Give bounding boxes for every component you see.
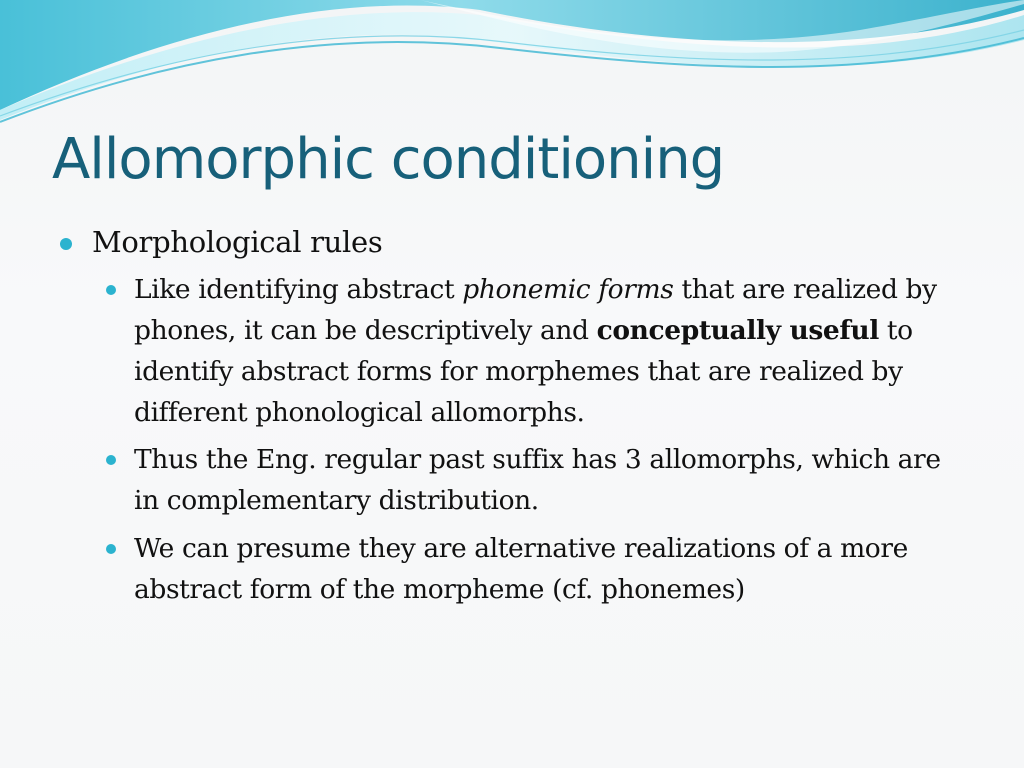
level2-bullet-item bbox=[134, 439, 964, 521]
bullet-text-segment: to identify abstract forms for morphemes that are realized by different phonological allomorphs. bbox=[134, 315, 913, 429]
bullet-text: Thus the Eng. regular past suffix has 3 allomorphs, which are in complementary distribution. bbox=[134, 444, 941, 517]
bullet-italic-text: phonemic forms bbox=[462, 274, 674, 306]
level2-bullet-item bbox=[134, 269, 964, 433]
header-wave-decoration bbox=[0, 0, 1024, 130]
level1-bullet-text: Morphological rules bbox=[92, 225, 383, 259]
level1-bullet-item bbox=[60, 222, 960, 263]
bullet-text-segment: Like identifying abstract bbox=[134, 274, 463, 306]
bullet-bold-text: conceptually useful bbox=[596, 315, 879, 347]
bullet-text: We can presume they are alternative realizations of a more abstract form of the morpheme (cf. phonemes) bbox=[134, 532, 908, 605]
slide-title: Allomorphic conditioning bbox=[52, 127, 725, 192]
bullet-dot-icon bbox=[106, 544, 116, 554]
bullet-dot-icon bbox=[60, 238, 72, 250]
bullet-text-segment: that are realized by phones, it can be descriptively and bbox=[134, 274, 937, 347]
bullet-dot-icon bbox=[106, 455, 116, 465]
bullet-dot-icon bbox=[106, 285, 116, 295]
level2-bullet-item bbox=[134, 528, 964, 610]
slide-body bbox=[60, 222, 960, 616]
